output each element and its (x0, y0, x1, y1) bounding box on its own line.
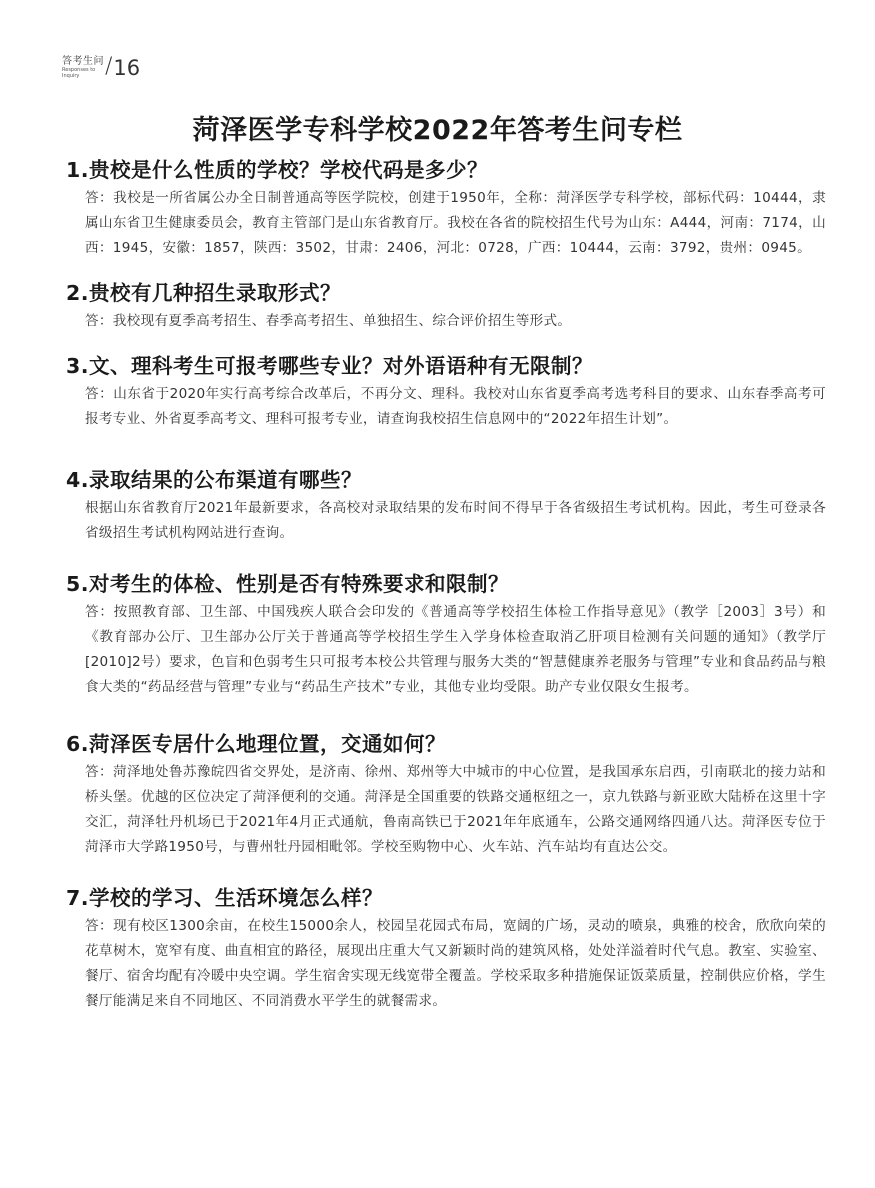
faq-question: 4.录取结果的公布渠道有哪些？ (66, 468, 363, 492)
faq-question: 2.贵校有几种招生录取形式？ (66, 281, 342, 305)
faq-answer: 答：山东省于2020年实行高考综合改革后，不再分文、理科。我校对山东省夏季高考选考科目的要求、山东春季高考可报考专业、外省夏季高考文、理科可报考专业，请查询我校招生信息网中的“2022年招生计划”。 (85, 386, 826, 427)
faq-item (66, 466, 826, 546)
faq-question: 1.贵校是什么性质的学校？学校代码是多少？ (66, 158, 489, 182)
faq-item (66, 279, 826, 334)
page-title: 菏泽医学专科学校2022年答考生问专栏 (192, 115, 683, 146)
faq-answer: 答：我校是一所省属公办全日制普通高等医学院校，创建于1950年，全称：菏泽医学专科学校，部标代码：10444，隶属山东省卫生健康委员会，教育主管部门是山东省教育厅。我校在各省的院校招生代号为山东：A444，河南：7174，山西：1945，安徽：1857，陕西：3502，甘肃：2406，河北：0728，广西：10444，云南：3792，贵州：0945。 (85, 190, 826, 256)
faq-item (66, 352, 826, 432)
header-slash: / (105, 54, 113, 79)
faq-question: 5.对考生的体检、性别是否有特殊要求和限制？ (66, 572, 510, 596)
faq-question: 7.学校的学习、生活环境怎么样？ (66, 886, 384, 910)
section-label-cn: 答考生问 (62, 56, 104, 67)
section-label-en-1: Responses to (62, 67, 96, 73)
faq-answer: 答：按照教育部、卫生部、中国残疾人联合会印发的《普通高等学校招生体检工作指导意见》（教学［2003］3号）和《教育部办公厅、卫生部办公厅关于普通高等学校招生学生入学身体检查取消乙肝项目检测有关问题的通知》（教学厅[2010]2号）要求，色盲和色弱考生只可报考本校公共管理与服务大类的“智慧健康养老服务与管理”专业和食品药品与粮食大类的“药品经营与管理”专业与“药品生产技术”专业，其他专业均受限。助产专业仅限女生报考。 (85, 604, 826, 695)
faq-content (66, 156, 826, 1014)
faq-item (66, 730, 826, 860)
page-header (62, 56, 140, 80)
section-label (62, 56, 104, 79)
page-number: 16 (113, 56, 141, 80)
section-label-en-2: Inquiry (62, 73, 80, 79)
faq-answer: 根据山东省教育厅2021年最新要求，各高校对录取结果的发布时间不得早于各省级招生考试机构。因此，考生可登录各省级招生考试机构网站进行查询。 (85, 500, 826, 541)
faq-item (66, 884, 826, 1014)
faq-answer: 答：现有校区1300余亩，在校生15000余人，校园呈花园式布局，宽阔的广场，灵动的喷泉，典雅的校舍，欣欣向荣的花草树木，宽窄有度、曲直相宜的路径，展现出庄重大气又新颖时尚的建筑风格，处处洋溢着时代气息。教室、实验室、餐厅、宿舍均配有冷暖中央空调。学生宿舍实现无线宽带全覆盖。学校采取多种措施保证饭菜质量，控制供应价格，学生餐厅能满足来自不同地区、不同消费水平学生的就餐需求。 (85, 918, 826, 1009)
faq-item (66, 570, 826, 700)
faq-answer: 答：菏泽地处鲁苏豫皖四省交界处，是济南、徐州、郑州等大中城市的中心位置，是我国承东启西，引南联北的接力站和桥头堡。优越的区位决定了菏泽便利的交通。菏泽是全国重要的铁路交通枢纽之一，京九铁路与新亚欧大陆桥在这里十字交汇，菏泽牡丹机场已于2021年4月正式通航，鲁南高铁已于2021年年底通车，公路交通网络四通八达。菏泽医专位于菏泽市大学路1950号，与曹州牡丹园相毗邻。学校至购物中心、火车站、汽车站均有直达公交。 (85, 764, 826, 855)
faq-item (66, 156, 826, 261)
faq-question: 3.文、理科考生可报考哪些专业？对外语语种有无限制？ (66, 354, 594, 378)
faq-answer: 答：我校现有夏季高考招生、春季高考招生、单独招生、综合评价招生等形式。 (85, 313, 572, 329)
faq-question: 6.菏泽医专居什么地理位置，交通如何？ (66, 732, 447, 756)
